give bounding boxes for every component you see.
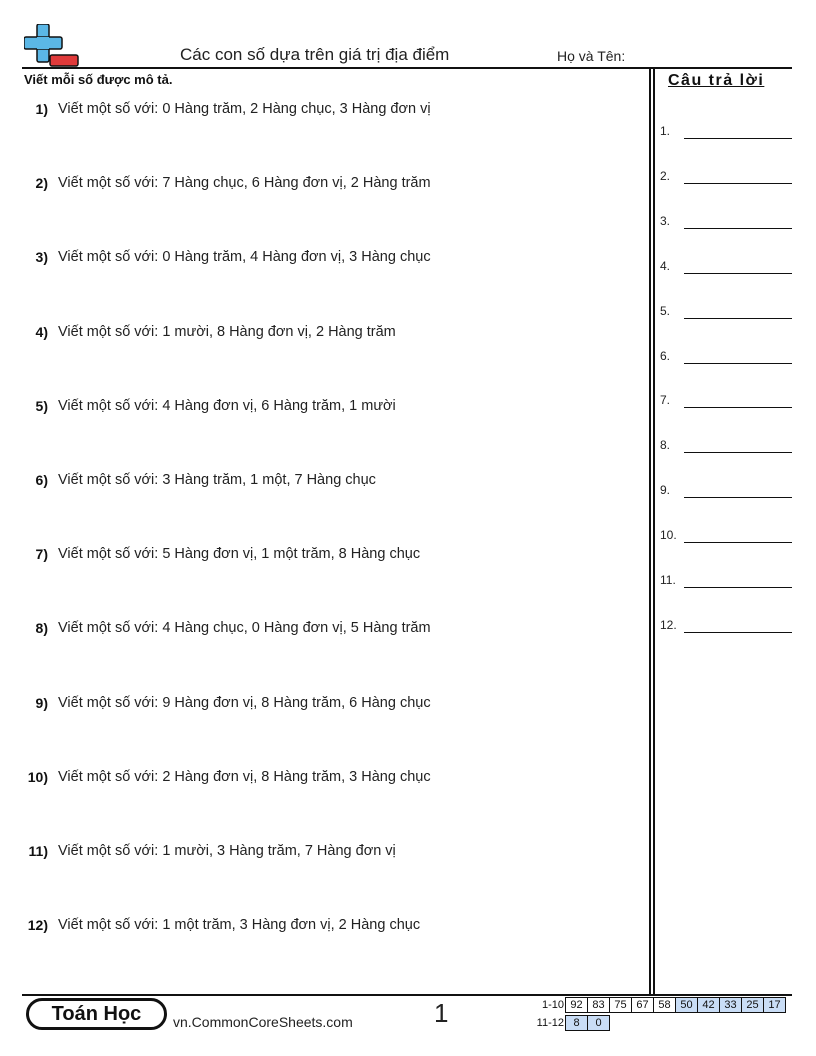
answer-number: 12. <box>660 617 677 632</box>
answer-number: 5. <box>660 303 671 318</box>
question-2 <box>0 175 640 195</box>
answer-row-3[interactable] <box>660 214 792 230</box>
question-8 <box>0 620 640 640</box>
score-cell: 42 <box>697 997 720 1013</box>
question-number: 9) <box>35 694 48 711</box>
question-6 <box>0 472 640 492</box>
answer-row-8[interactable] <box>660 438 792 454</box>
question-text: Viết một số với: 1 mười, 3 Hàng trăm, 7 Hàng đơn vị <box>58 843 396 859</box>
answer-row-9[interactable] <box>660 483 792 499</box>
score-cell: 67 <box>631 997 654 1013</box>
question-text: Viết một số với: 0 Hàng trăm, 2 Hàng chục, 3 Hàng đơn vị <box>58 101 431 117</box>
score-cell: 0 <box>587 1015 610 1031</box>
question-11 <box>0 843 640 863</box>
answer-row-10[interactable] <box>660 528 792 544</box>
answer-line[interactable] <box>684 452 792 453</box>
score-cell: 50 <box>675 997 698 1013</box>
question-1 <box>0 101 640 121</box>
question-number: 11) <box>28 843 48 859</box>
answer-number: 6. <box>660 348 671 363</box>
question-number: 1) <box>35 101 48 117</box>
answer-row-1[interactable] <box>660 124 792 140</box>
page-number: 1 <box>434 998 449 1028</box>
score-range-label: 11-12 <box>536 1017 564 1029</box>
question-text: Viết một số với: 1 mười, 8 Hàng đơn vị, 2 Hàng trăm <box>58 323 396 340</box>
answer-number: 3. <box>660 213 671 228</box>
answer-line[interactable] <box>684 318 792 319</box>
score-cell: 33 <box>719 997 742 1013</box>
answer-line[interactable] <box>684 407 792 408</box>
question-12 <box>0 917 640 937</box>
answer-row-11[interactable] <box>660 573 792 589</box>
answer-number: 9. <box>660 483 671 498</box>
answer-number: 8. <box>660 438 671 453</box>
question-text: Viết một số với: 4 Hàng đơn vị, 6 Hàng trăm, 1 mười <box>58 397 396 414</box>
name-label: Họ và Tên: <box>557 48 626 64</box>
score-cell: 83 <box>587 997 610 1013</box>
question-text: Viết một số với: 3 Hàng trăm, 1 một, 7 Hàng chục <box>58 472 376 488</box>
answer-row-12[interactable] <box>660 618 792 634</box>
question-text: Viết một số với: 1 một trăm, 3 Hàng đơn vị, 2 Hàng chục <box>58 917 421 934</box>
question-5 <box>0 398 640 418</box>
score-cell: 25 <box>741 997 764 1013</box>
question-text: Viết một số với: 7 Hàng chục, 6 Hàng đơn vị, 2 Hàng trăm <box>58 175 431 192</box>
question-number: 7) <box>35 546 48 563</box>
answer-divider-right <box>653 67 655 995</box>
question-text: Viết một số với: 4 Hàng chục, 0 Hàng đơn vị, 5 Hàng trăm <box>58 620 431 637</box>
question-3 <box>0 249 640 269</box>
answer-line[interactable] <box>684 632 792 633</box>
answer-number: 11. <box>660 573 676 587</box>
answer-row-7[interactable] <box>660 393 792 409</box>
question-text: Viết một số với: 0 Hàng trăm, 4 Hàng đơn vị, 3 Hàng chục <box>58 249 431 266</box>
question-number: 10) <box>27 768 48 785</box>
question-number: 2) <box>35 175 48 192</box>
answer-divider-left <box>649 67 651 995</box>
question-text: Viết một số với: 5 Hàng đơn vị, 1 một trăm, 8 Hàng chục <box>58 546 421 563</box>
question-number: 8) <box>35 620 48 637</box>
question-text: Viết một số với: 9 Hàng đơn vị, 8 Hàng trăm, 6 Hàng chục <box>58 694 431 711</box>
score-cell: 75 <box>609 997 632 1013</box>
answer-line[interactable] <box>684 228 792 229</box>
instructions: Viết mỗi số được mô tả. <box>24 72 173 87</box>
brand-badge: Toán Học <box>26 998 167 1030</box>
question-number: 4) <box>35 323 48 340</box>
site-url: vn.CommonCoreSheets.com <box>173 1014 353 1030</box>
answer-number: 4. <box>660 258 671 273</box>
answer-row-5[interactable] <box>660 304 792 320</box>
answer-key-title: Câu trả lời <box>668 72 765 89</box>
question-number: 6) <box>35 472 48 488</box>
question-number: 5) <box>35 397 48 414</box>
answer-line[interactable] <box>684 183 792 184</box>
answer-line[interactable] <box>684 363 792 364</box>
question-10 <box>0 769 640 789</box>
header-rule <box>22 67 792 69</box>
worksheet-title: Các con số dựa trên giá trị địa điểm <box>180 45 450 64</box>
score-cell: 92 <box>565 997 588 1013</box>
answer-row-2[interactable] <box>660 169 792 185</box>
answer-row-6[interactable] <box>660 349 792 365</box>
footer-rule <box>22 994 792 996</box>
answer-number: 10. <box>660 528 677 543</box>
answer-line[interactable] <box>684 138 792 139</box>
answer-number: 2. <box>660 168 671 183</box>
question-9 <box>0 695 640 715</box>
score-range-label: 1-10 <box>541 999 564 1011</box>
answer-row-4[interactable] <box>660 259 792 275</box>
question-7 <box>0 546 640 566</box>
answer-line[interactable] <box>684 587 792 588</box>
score-cell: 17 <box>763 997 786 1013</box>
question-number: 3) <box>35 249 48 266</box>
question-number: 12) <box>27 917 48 934</box>
plus-minus-logo-icon <box>24 24 80 68</box>
answer-line[interactable] <box>684 273 792 274</box>
question-4 <box>0 324 640 344</box>
answer-line[interactable] <box>684 542 792 543</box>
score-cell: 58 <box>653 997 676 1013</box>
answer-number: 7. <box>660 393 671 408</box>
answer-number: 1. <box>660 124 671 138</box>
question-text: Viết một số với: 2 Hàng đơn vị, 8 Hàng trăm, 3 Hàng chục <box>58 768 431 785</box>
answer-line[interactable] <box>684 497 792 498</box>
score-cell: 8 <box>565 1015 588 1031</box>
